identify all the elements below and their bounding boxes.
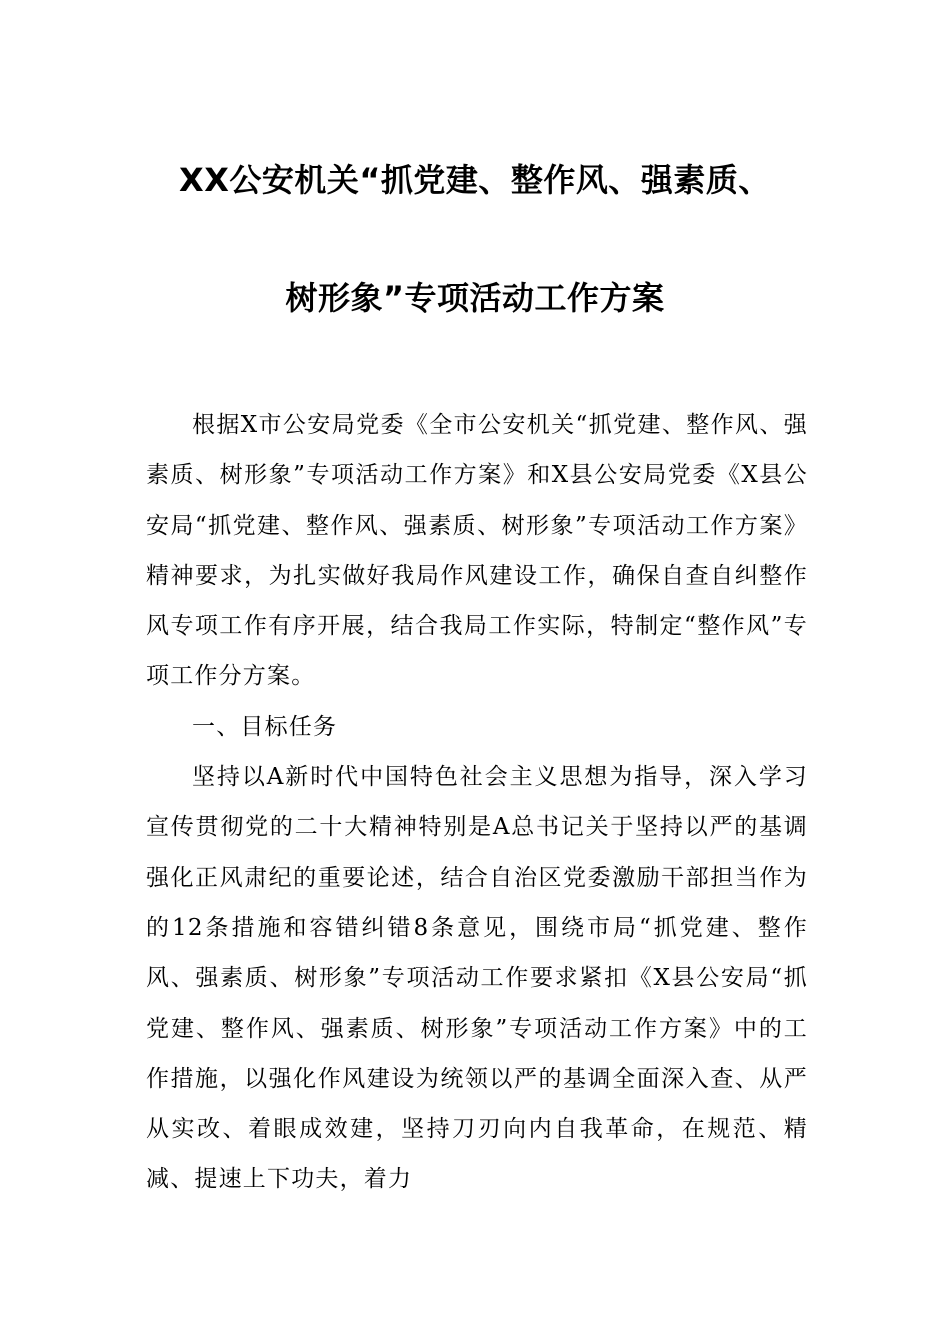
section-paragraph: 坚持以A新时代中国特色社会主义思想为指导，深入学习宣传贯彻党的二十大精神特别是A总书记关于坚持以严的基调强化正风肃纪的重要论述，结合自治区党委激励干部担当作为的12条措施和容错纠错8条意见，围绕市局“抓党建、整作风、强素质、树形象”专项活动工作要求紧扣《X县公安局“抓党建、整作风、强素质、树形象”专项活动工作方案》中的工作措施，以强化作风建设为统领以严的基调全面深入查、从严从实改、着眼成效建，坚持刀刃向内自我革命，在规范、精减、提速上下功夫，着力 (146, 764, 808, 1193)
document-body (146, 400, 808, 1205)
intro-paragraph: 根据X市公安局党委《全市公安机关“抓党建、整作风、强素质、树形象”专项活动工作方案》和X县公安局党委《X县公安局“抓党建、整作风、强素质、树形象”专项活动工作方案》精神要求，为扎实做好我局作风建设工作，确保自查自纠整作风专项工作有序开展，结合我局工作实际，特制定“整作风”专项工作分方案。 (146, 412, 808, 690)
document-title-line-2: 树形象”专项活动工作方案 (285, 279, 665, 317)
document-title-line-1: XX公安机关“抓党建、整作风、强素质、 (179, 161, 771, 199)
section-heading: 一、目标任务 (192, 713, 338, 740)
